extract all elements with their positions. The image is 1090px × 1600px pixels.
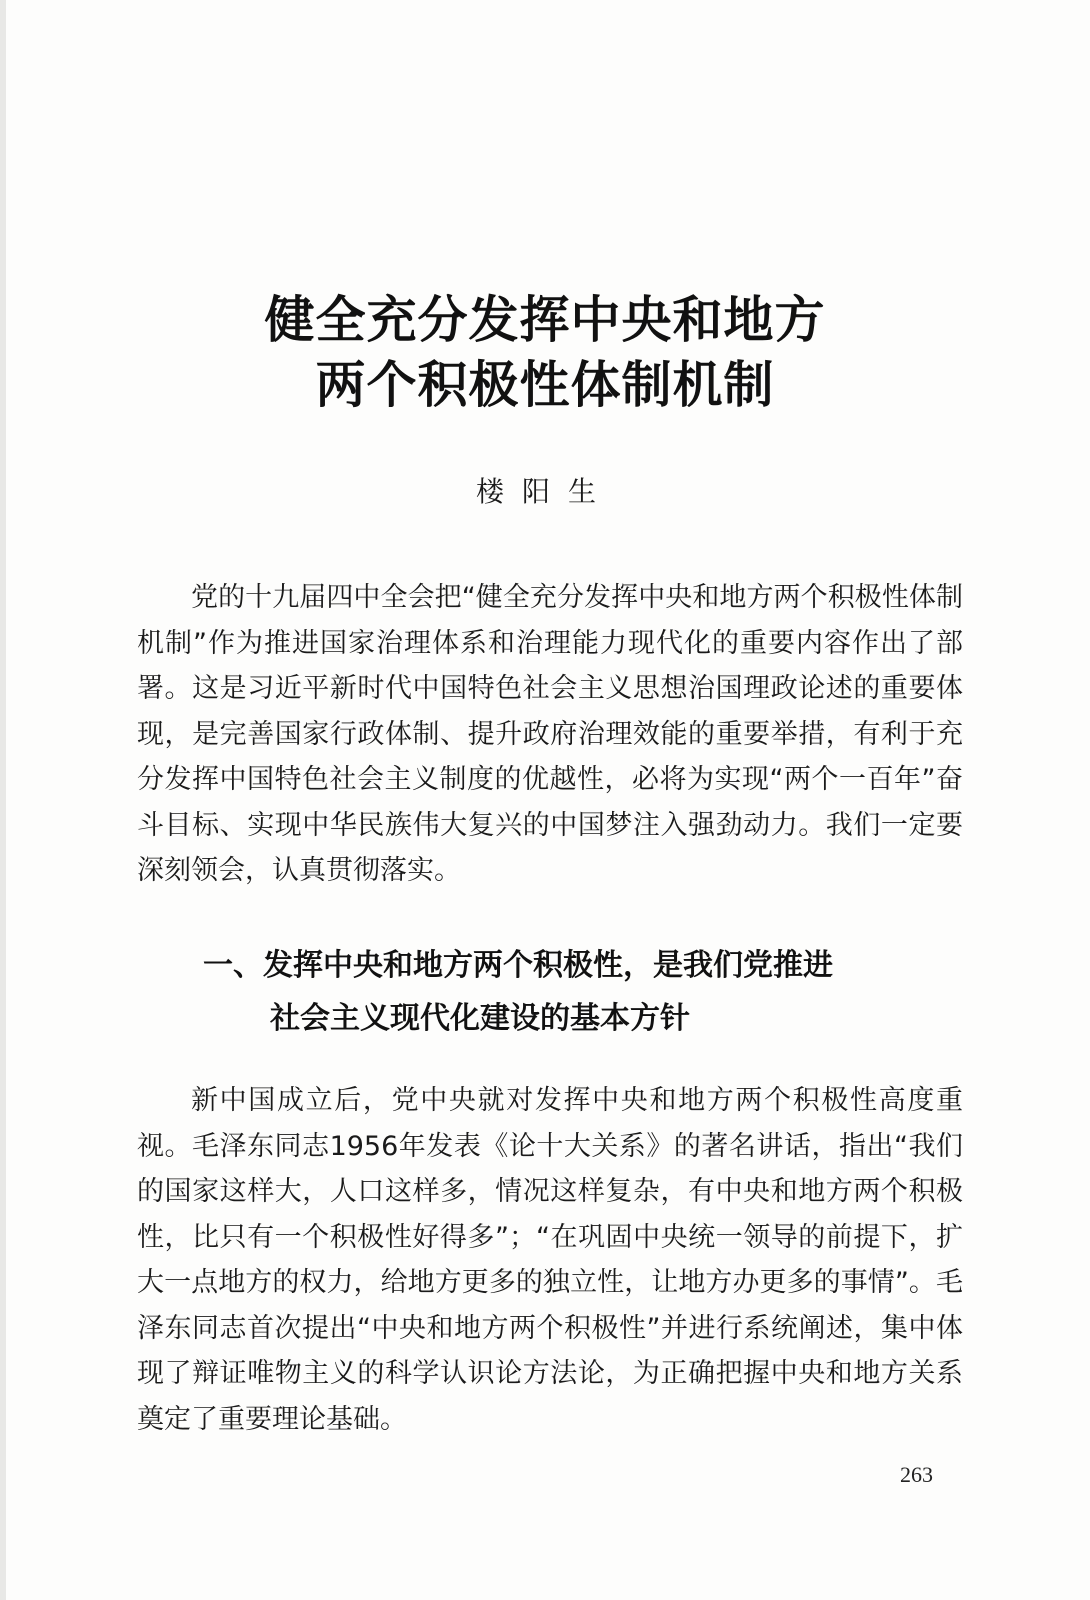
section-heading-line-1: 一、发挥中央和地方两个积极性，是我们党推进: [203, 948, 833, 983]
body-paragraph-1: 党的十九届四中全会把“健全充分发挥中央和地方两个积极性体制机制”作为推进国家治理体系和治理能力现代化的重要内容作出了部署。这是习近平新时代中国特色社会主义思想治国理政论述的重要体现，是完善国家行政体制、提升政府治理效能的重要举措，有利于充分发挥中国特色社会主义制度的优越性，必将为实现“两个一百年”奋斗目标、实现中华民族伟大复兴的中国梦注入强劲动力。我们一定要深刻领会，认真贯彻落实。: [137, 582, 963, 886]
article-author: 楼阳生: [475, 475, 614, 508]
page-number: 263: [900, 1462, 933, 1487]
article-title-line-1: 健全充分发挥中央和地方: [264, 290, 826, 349]
body-paragraph-2: 新中国成立后，党中央就对发挥中央和地方两个积极性高度重视。毛泽东同志1956年发表《论十大关系》的著名讲话，指出“我们的国家这样大，人口这样多，情况这样复杂，有中央和地方两个积极性，比只有一个积极性好得多”；“在巩固中央统一领导的前提下，扩大一点地方的权力，给地方更多的独立性，让地方办更多的事情”。毛泽东同志首次提出“中央和地方两个积极性”并进行系统阐述，集中体现了辩证唯物主义的科学认识论方法论，为正确把握中央和地方关系奠定了重要理论基础。: [137, 1085, 963, 1435]
section-heading-line-2: 社会主义现代化建设的基本方针: [270, 1001, 690, 1036]
article-title-line-2: 两个积极性体制机制: [315, 355, 775, 414]
scan-edge: [0, 0, 6, 1600]
